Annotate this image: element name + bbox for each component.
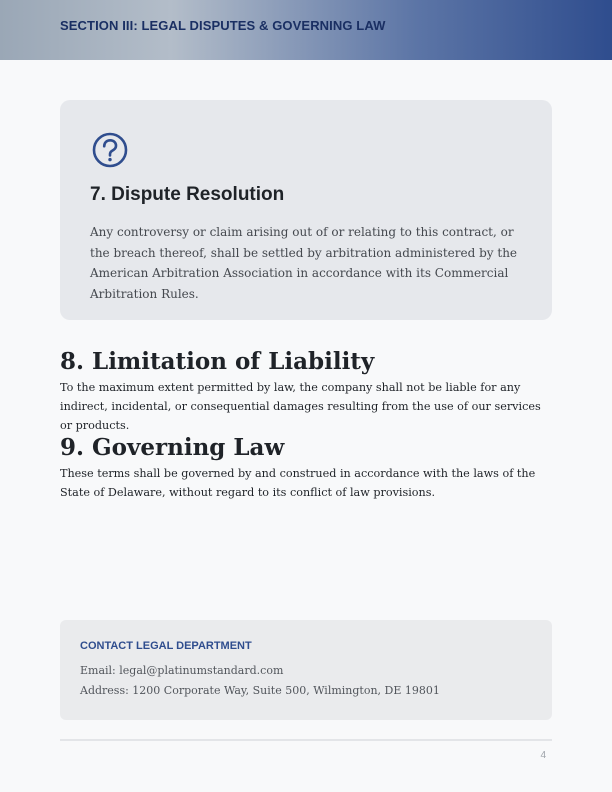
governing-law-text: These terms shall be governed by and construed in accordance with the laws of the State of Delaware, without regard to its conflict of law provisions. <box>60 467 536 499</box>
limitation-of-liability-heading: 8. Limitation of Liability <box>60 348 375 375</box>
dispute-resolution-text: Any controversy or claim arising out of or relating to this contract, or the breach thereof, shall be settled by arbitration administered by the American Arbitration Association in accordance with its Commercial Arbitration Rules. <box>90 225 518 302</box>
contact-title: CONTACT LEGAL DEPARTMENT <box>80 640 252 652</box>
footer-divider <box>60 739 552 741</box>
contact-address: Address: 1200 Corporate Way, Suite 500, Wilmington, DE 19801 <box>80 684 440 697</box>
page-number: 4 <box>540 750 546 761</box>
contact-email[interactable]: Email: legal@platinumstandard.com <box>80 664 284 677</box>
limitation-of-liability-text: To the maximum extent permitted by law, the company shall not be liable for any indirect, incidental, or consequential damages resulting from the use of our services or products. <box>60 381 541 432</box>
question-circle-icon <box>91 131 129 169</box>
section-title: SECTION III: LEGAL DISPUTES & GOVERNING LAW <box>60 18 386 33</box>
section-header-band <box>0 0 612 60</box>
governing-law-heading: 9. Governing Law <box>60 434 285 461</box>
dispute-resolution-heading: 7. Dispute Resolution <box>90 184 285 205</box>
